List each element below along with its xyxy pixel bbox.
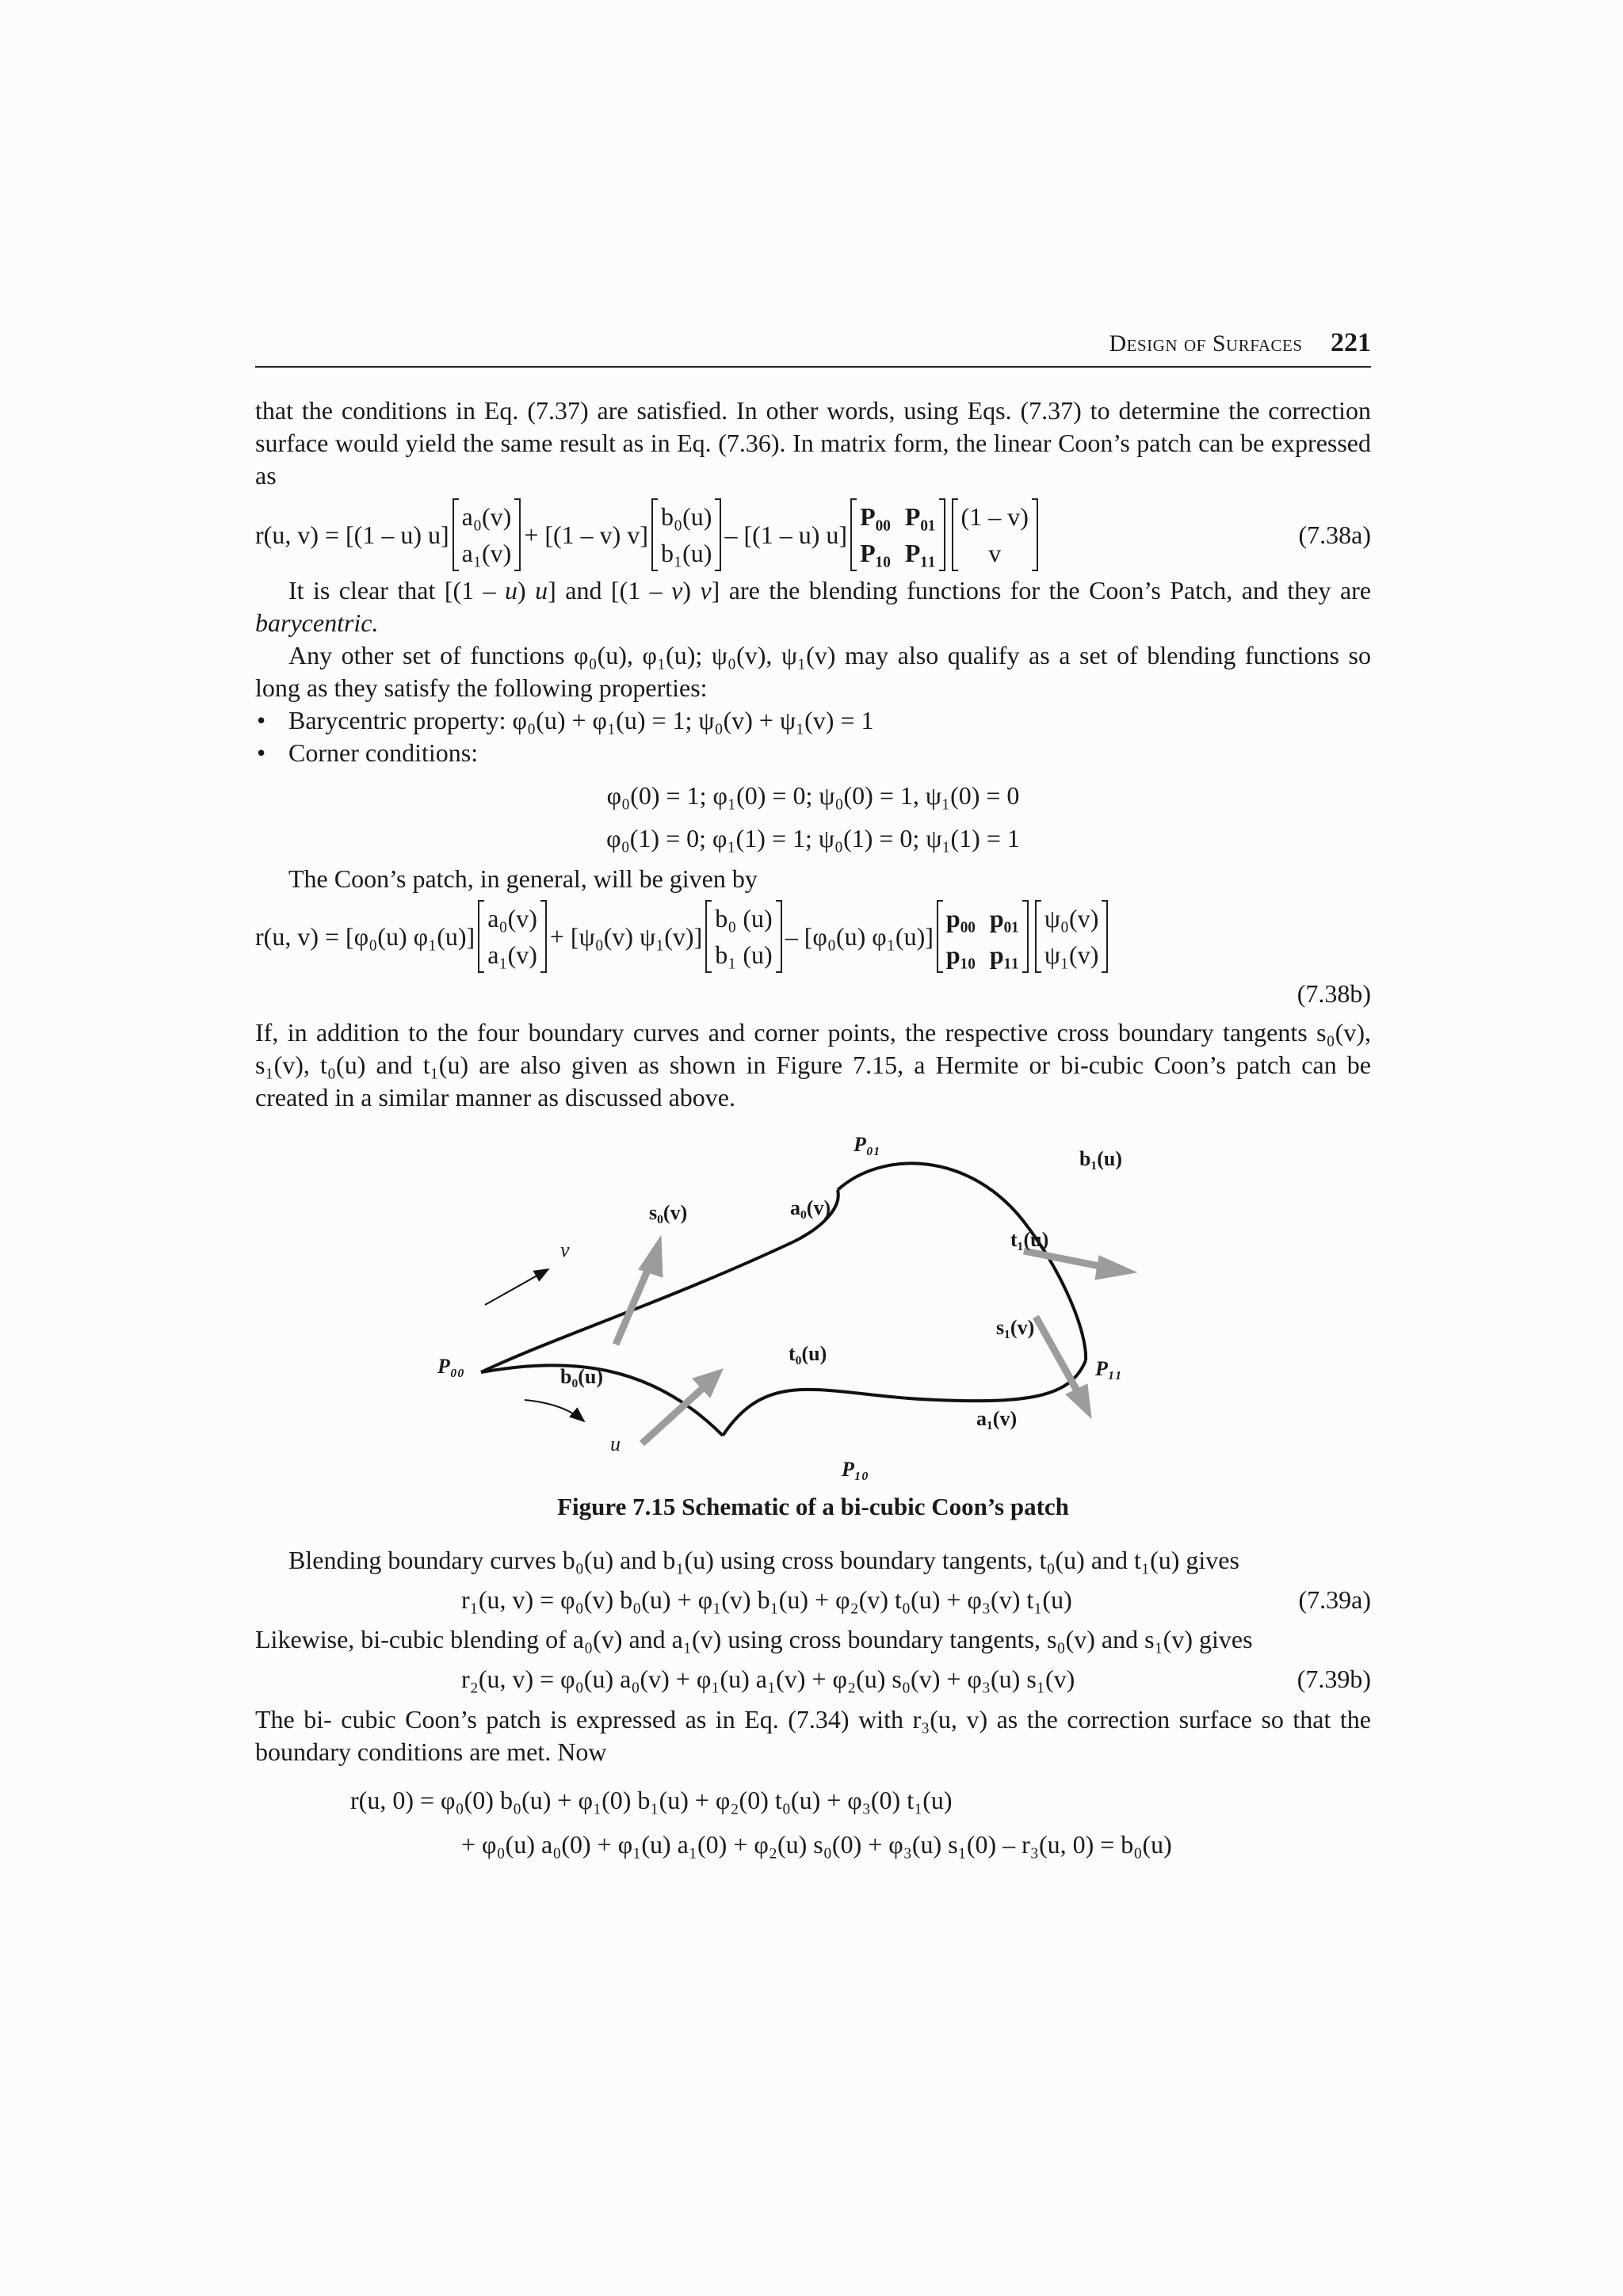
eq38b-b1: b₁ (u) [715,940,773,969]
eq38a-b0: b₀(u) [660,502,712,531]
label-P01: P₀₁ [854,1133,881,1156]
corner-eq-1: φ₀(0) = 1; φ₁(0) = 0; ψ₀(0) = 1, ψ₁(0) = 0 [606,781,1020,810]
eq38a-lhs: r(u, v) = [(1 – u) u] [255,520,449,549]
s1-arrowhead [1066,1384,1091,1418]
paragraph-2: It is clear that [(1 – u) u] and [(1 – v) v] are the blending functions for the Coon’s Patch, and they are barycentric. [255,576,1372,637]
running-header [255,328,1371,368]
equation-7-38a [255,495,1371,574]
coons-patch-diagram [255,1127,1371,1523]
paragraph-7: Likewise, bi-cubic blending of a₀(v) and a₁(v) using cross boundary tangents, s₀(v) and s₁(v) gives [255,1625,1253,1653]
eq-number-7-39a: (7.39a) [1298,1585,1371,1614]
label-s0v: s₀(v) [649,1201,688,1224]
label-a0v: a₀(v) [790,1196,831,1219]
eq-number-7-38a: (7.38a) [1298,520,1371,549]
label-v: v [560,1238,570,1261]
eq38b-term2: + [ψ₀(v) ψ₁(v)] [549,921,703,951]
property-list [255,704,1371,769]
v-direction-arrow [485,1269,548,1305]
p2-text-f: barycentric. [255,608,379,637]
eq39b-text: r₂(u, v) = φ₀(u) a₀(v) + φ₁(u) a₁(v) + φ₂(u) s₀(v) + φ₃(u) s₁(v) [461,1665,1075,1693]
p2-text-d: ) [682,576,701,605]
equation-7-39a [255,1580,1371,1619]
eq38b-b0: b₀ (u) [715,904,773,933]
corner-eq-2: φ₀(1) = 0; φ₁(1) = 1; ψ₀(1) = 0; ψ₁(1) = 1 [606,824,1020,852]
label-P10: P₁₀ [842,1458,869,1481]
equation-7-38b [255,895,1371,978]
label-P11: P₁₁ [1095,1357,1123,1380]
paragraph-5: If, in addition to the four boundary curves and corner points, the respective cross boundary tangents s₀(v), s₁(v), t₀(u) and t₁(u) are also given as shown in Figure 7.15, a Hermite or bi-cubic Coon’s patch can be created in a similar manner as discussed above. [255,1018,1371,1112]
paragraph-4: The Coon’s patch, in general, will be given by [288,864,758,893]
p2-text-a: It is clear that [(1 – [288,576,506,605]
label-b1u: b₁(u) [1079,1147,1123,1170]
eq38a-v0: (1 – v) [960,502,1029,531]
eq38a-p11: P₁₁ [904,539,936,567]
eq38a-b1: b₁(u) [660,539,712,567]
figure-caption: Figure 7.15 Schematic of a bi-cubic Coon’s patch [557,1493,1069,1520]
s0-arrowhead [639,1236,663,1277]
eq38b-term3: – [φ₀(u) φ₁(u)] [785,921,934,951]
label-s1v: s₁(v) [996,1316,1035,1339]
eq38b-psi1: ψ₁(v) [1044,940,1099,969]
eq38a-term3: – [(1 – u) u] [724,520,848,549]
label-u: u [610,1432,621,1455]
eq38a-v1: v [988,539,1002,567]
eq38a-a1: a₁(v) [461,539,512,567]
t1-arrowhead [1095,1256,1136,1280]
paragraph-3: Any other set of functions φ₀(u), φ₁(u); ψ₀(v), ψ₁(v) may also qualify as a set of blending functions so long as they satisfy the following properties: [255,641,1371,702]
s0-tangent-arrow [616,1261,651,1344]
eq38b-p00: p₀₀ [945,904,976,933]
paragraph-8: The bi- cubic Coon’s patch is expressed as in Eq. (7.34) with r₃(u, v) as the correction surface so that the boundary conditions are met. Now [255,1705,1371,1766]
eq38b-a1: a₁(v) [487,940,537,969]
eq38b-lhs: r(u, v) = [φ₀(u) φ₁(u)] [255,921,475,951]
eq38b-a0: a₀(v) [487,904,537,933]
u-direction-arrow [525,1400,584,1421]
eq38b-p10: p₁₀ [945,940,976,969]
eq-number-7-39b: (7.39b) [1296,1665,1371,1693]
p2-text-e: ] are the blending functions for the Coon’s Patch, and they are [711,576,1372,605]
final-equation-line-2: + φ₀(u) a₀(0) + φ₁(u) a₁(0) + φ₂(u) s₀(0) + φ₃(u) s₁(0) – r₃(u, 0) = b₀(u) [461,1830,1172,1859]
p2-text-c: ] and [(1 – [548,576,672,605]
header-title: Design of Surfaces [1109,330,1303,357]
eq38a-p00: P₀₀ [860,502,891,531]
eq38b-matrix-b [705,900,781,973]
page-number: 221 [1331,328,1371,357]
eq38b-p11: p₁₁ [989,940,1019,969]
p2-text-b: ) [517,576,536,605]
final-equation-line-1: r(u, 0) = φ₀(0) b₀(u) + φ₁(0) b₁(u) + φ₂(0) t₀(u) + φ₃(0) t₁(u) [350,1786,953,1814]
figure-7-15 [255,1127,1371,1523]
label-t0u: t₀(u) [789,1342,827,1365]
eq38a-p10: P₁₀ [860,539,891,567]
label-t1u: t₁(u) [1010,1228,1049,1251]
page-content [255,328,1371,1867]
paragraph-6: Blending boundary curves b₀(u) and b₁(u) using cross boundary tangents, t₀(u) and t₁(u) gives [288,1546,1239,1574]
eq38a-a0: a₀(v) [461,502,512,531]
paragraph-1: that the conditions in Eq. (7.37) are satisfied. In other words, using Eqs. (7.37) to determine the correction surface would yield the same result as in Eq. (7.36). In matrix form, the linear Coon’s patch can be expressed as [255,396,1371,490]
label-b0u: b₀(u) [560,1365,604,1388]
eq38a-matrix-v [952,498,1038,571]
eq38a-matrix-p [850,498,945,571]
bullet-barycentric: • Barycentric property: φ₀(u) + φ₁(u) = 1; ψ₀(v) + ψ₁(v) = 1 [288,704,1371,737]
curve-b1 [838,1163,1086,1360]
eq38b-p01: p₀₁ [989,904,1019,933]
eq38b-matrix-psi [1035,900,1109,973]
eq38a-matrix-a [453,498,521,571]
s1-tangent-arrow [1036,1317,1078,1392]
curve-a1 [723,1360,1086,1436]
eq38b-psi0: ψ₀(v) [1044,904,1099,933]
eq38b-matrix-a [478,900,547,973]
label-a1v: a₁(v) [976,1407,1018,1430]
eq-number-7-38b: (7.38b) [1296,979,1371,1008]
eq38b-matrix-p [937,900,1029,973]
label-P00: P₀₀ [437,1355,465,1378]
equation-7-39b [255,1659,1371,1699]
eq39a-text: r₁(u, v) = φ₀(v) b₀(u) + φ₁(v) b₁(u) + φ₂(v) t₀(u) + φ₃(v) t₁(u) [461,1585,1072,1614]
eq38a-matrix-b [651,498,721,571]
eq38a-term2: + [(1 – v) v] [524,520,648,549]
eq38a-p01: P₀₁ [904,502,936,531]
bullet-corner: • Corner conditions: [288,737,1371,769]
